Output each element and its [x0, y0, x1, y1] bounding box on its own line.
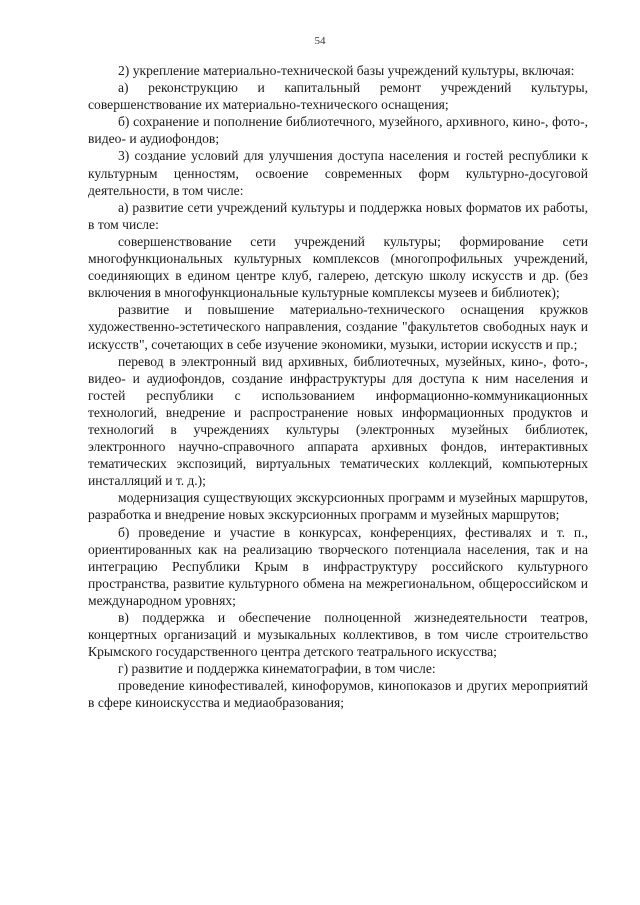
paragraph-2b: б) сохранение и пополнение библиотечного, музейного, архивного, кино-, фото-, видео- и аудиофондов;: [88, 114, 588, 147]
paragraph-equipment: развитие и повышение материально-технического оснащения кружков художественно-эстетического направления, создание "факультетов свободных наук и искусств", сочетающих в себе изучение экономики, музыки, истории искусств и пр.;: [88, 302, 588, 352]
paragraph-3a: а) развитие сети учреждений культуры и поддержка новых форматов их работы, в том числе:: [88, 199, 588, 232]
paragraph-3g: г) развитие и поддержка кинематографии, в том числе:: [118, 661, 436, 677]
document-body: [88, 62, 588, 712]
paragraph-3b: б) проведение и участие в конкурсах, конференциях, фестивалях и т. п., ориентированных как на реализацию творческого потенциала населения, так и на интеграцию Республики Крым в инфраструктуру российского культурного пространства, развитие культурного обмена на межрегиональном, общероссийском и международном уровнях;: [88, 524, 588, 608]
paragraph-2a: а) реконструкцию и капитальный ремонт учреждений культуры, совершенствование их материально-технического оснащения;: [88, 80, 588, 113]
paragraph-3: 3) создание условий для улучшения доступа населения и гостей республики к культурным ценностям, освоение современных форм культурно-досуговой деятельности, в том числе:: [88, 148, 588, 198]
paragraph-film-events: проведение кинофестивалей, кинофорумов, кинопоказов и других мероприятий в сфере киноискусства и медиаобразования;: [88, 678, 588, 711]
paragraph-2: 2) укрепление материально-технической базы учреждений культуры, включая:: [118, 63, 575, 78]
paragraph-3v: в) поддержка и обеспечение полноценной жизнедеятельности театров, концертных организаций и музыкальных коллективов, в том числе строительство Крымского государственного центра детского театрального искусства;: [88, 610, 588, 660]
paragraph-excursions: модернизация существующих экскурсионных программ и музейных маршрутов, разработка и внедрение новых экскурсионных программ и музейных маршрутов;: [88, 490, 588, 523]
paragraph-network: совершенствование сети учреждений культуры; формирование сети многофункциональных культурных комплексов (многопрофильных учреждений, соединяющих в едином центре клуб, галерею, детскую школу искусств и др. (без включения в многофункциональные культурные комплексы музеев и библиотек);: [88, 233, 588, 301]
paragraph-digitization: перевод в электронный вид архивных, библиотечных, музейных, кино-, фото-, видео- и аудиофондов, создание инфраструктуры для доступа к ним населения и гостей республики с использованием информационно-коммуникационных технологий, внедрение и распространение новых информационных продуктов и технологий в учреждениях культуры (электронных музейных библиотек, электронного научно-справочного аппарата архивных фондов, интерактивных тематических экспозиций, виртуальных тематических коллекций, компьютерных инсталляций и т. д.);: [88, 353, 588, 489]
page-number: 54: [314, 35, 326, 47]
